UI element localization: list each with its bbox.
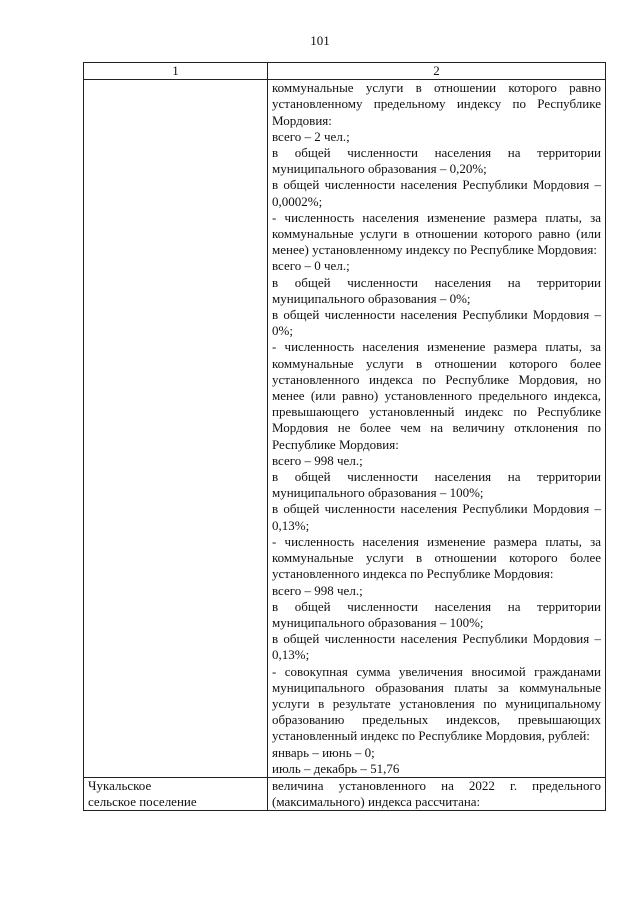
municipality-name-line2: сельское поселение <box>88 794 197 810</box>
paragraph: в общей численности населения на территории муниципального образования – 0,20%; <box>272 145 601 177</box>
paragraph: коммунальные услуги в отношении которого равно установленному предельному индексу по Республике Мордовия: <box>272 80 601 128</box>
paragraph: в общей численности населения на территории муниципального образования – 100%; <box>272 598 601 630</box>
paragraph: всего – 0 чел.; <box>272 258 350 274</box>
header-cell-1: 1 <box>84 63 268 80</box>
paragraph: в общей численности населения Республики Мордовия – 0,13%; <box>272 631 601 663</box>
paragraph: в общей численности населения на территории муниципального образования – 0%; <box>272 274 601 306</box>
municipality-name-line1: Чукальское <box>88 777 152 793</box>
table-row <box>84 80 606 778</box>
paragraph: - совокупная сумма увеличения вносимой гражданами муниципального образования платы за коммунальные услуги в результате установления по муниципальному образованию предельных индексов, превышающих установленный индекс по Республике Мордовия, рублей: <box>272 663 601 744</box>
paragraph: июль – декабрь – 51,76 <box>272 760 400 776</box>
paragraph: всего – 2 чел.; <box>272 128 350 144</box>
page-number: 101 <box>310 33 330 48</box>
row2-municipality-cell <box>84 777 268 810</box>
paragraph: всего – 998 чел.; <box>272 582 363 598</box>
header-cell-2: 2 <box>268 63 606 80</box>
paragraph: величина установленного на 2022 г. предельного (максимального) индекса рассчитана: <box>272 777 601 810</box>
paragraph: - численность населения изменение размера платы, за коммунальные услуги в отношении которого равно (или менее) установленному индексу по Республике Мордовия: <box>272 209 601 258</box>
paragraph: всего – 998 чел.; <box>272 452 363 468</box>
table-row <box>84 777 606 810</box>
paragraph: в общей численности населения Республики Мордовия – 0,0002%; <box>272 177 601 209</box>
paragraph: в общей численности населения Республики Мордовия – 0,13%; <box>272 501 601 533</box>
row1-municipality-cell <box>84 80 268 778</box>
paragraph: январь – июнь – 0; <box>272 744 375 760</box>
data-table <box>83 62 606 811</box>
paragraph: - численность населения изменение размера платы, за коммунальные услуги в отношении которого более установленного индекса по Республике Мордовия: <box>272 533 601 582</box>
paragraph: в общей численности населения Республики Мордовия – 0%; <box>272 307 601 339</box>
paragraph: - численность населения изменение размера платы, за коммунальные услуги в отношении которого более установленного индекса по Республике Мордовия, но менее (или равно) установленного предельного индекса, превышающего установленный индекс по Республике Мордовия не более чем на величину отклонения по Республике Мордовия: <box>272 339 601 452</box>
row2-description-cell <box>268 777 606 810</box>
table-header-row <box>84 63 606 80</box>
row1-description-cell <box>268 80 606 778</box>
paragraph: в общей численности населения на территории муниципального образования – 100%; <box>272 469 601 501</box>
